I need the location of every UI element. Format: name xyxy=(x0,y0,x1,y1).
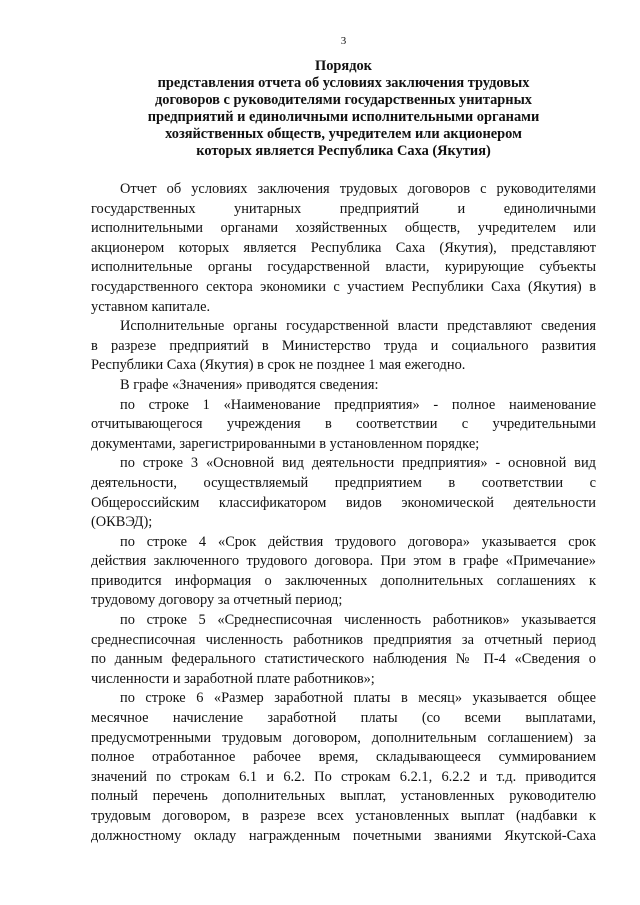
paragraph-line: исполнительные органы государственной власти, курирующие субъекты xyxy=(91,259,596,276)
heading-title: Порядок xyxy=(315,58,372,74)
paragraph-line: среднесписочная численность работников предприятия за отчетный период xyxy=(91,631,596,648)
paragraph-line: исполнительными органами хозяйственных обществ, учредителем или xyxy=(91,220,596,237)
paragraph-line: должностному окладу награжденным почетными званиями Якутской-Саха xyxy=(91,827,596,844)
paragraph xyxy=(91,611,596,689)
document-body xyxy=(91,180,596,846)
paragraph-line: по строке 6 «Размер заработной платы в месяц» указывается общее xyxy=(120,690,596,707)
page-number: 3 xyxy=(340,35,347,47)
paragraph-line: по строке 3 «Основной вид деятельности предприятия» - основной вид xyxy=(120,455,596,472)
paragraph-line: акционером которых является Республика Саха (Якутия), представляют xyxy=(91,239,596,256)
paragraph-line: в разрезе предприятий в Министерство труда и социального развития xyxy=(91,337,596,354)
heading-line-5: которых является Республика Саха (Якутия) xyxy=(196,143,491,159)
heading-line-2: договоров с руководителями государственных унитарных xyxy=(154,92,533,108)
paragraph-line: государственных унитарных предприятий и единоличными xyxy=(91,200,596,217)
paragraph xyxy=(91,454,596,532)
document-heading xyxy=(91,58,596,160)
paragraph-line: документами, зарегистрированными в установленном порядке; xyxy=(91,435,480,452)
paragraph-line: значений по строкам 6.1 и 6.2. По строкам 6.2.1, 6.2.2 и т.д. приводится xyxy=(91,768,596,785)
paragraph-line: В графе «Значения» приводятся сведения: xyxy=(120,376,379,393)
paragraph xyxy=(91,180,596,317)
paragraph-line: Исполнительные органы государственной власти представляют сведения xyxy=(120,318,596,335)
paragraph-line: численности и заработной плате работников»; xyxy=(91,670,375,687)
paragraph-line: полный перечень дополнительных выплат, установленных руководителю xyxy=(91,788,596,805)
paragraph-line: по данным федерального статистического наблюдения № П-4 «Сведения о xyxy=(91,651,596,668)
paragraph-line: Республики Саха (Якутия) в срок не позднее 1 мая ежегодно. xyxy=(91,357,466,374)
heading-line-3: предприятий и единоличными исполнительными органами xyxy=(147,109,540,125)
paragraph-line: трудовым договором, в разрезе всех установленных выплат (надбавки к xyxy=(91,808,596,824)
document-page xyxy=(91,34,596,846)
paragraph-line: приводится информация о заключенных дополнительных соглашениях к xyxy=(91,572,596,589)
paragraph-line: полное отработанное рабочее время, складывающееся суммированием xyxy=(91,749,596,766)
paragraph-line: Отчет об условиях заключения трудовых договоров с руководителями xyxy=(120,181,596,197)
paragraph-line: по строке 5 «Среднесписочная численность работников» указывается xyxy=(120,612,596,629)
paragraph-line: по строке 4 «Срок действия трудового договора» указывается срок xyxy=(120,533,596,550)
paragraph-line: государственного сектора экономики с участием Республики Саха (Якутия) в xyxy=(91,278,596,295)
paragraph-line: деятельности, осуществляемый предприятием в соответствии с xyxy=(91,474,596,491)
paragraph-line: уставном капитале. xyxy=(91,298,211,315)
paragraph-line: (ОКВЭД); xyxy=(91,514,153,531)
paragraph-line: действия заключенного трудового договора. При этом в графе «Примечание» xyxy=(91,553,596,570)
heading-line-1: представления отчета об условиях заключения трудовых xyxy=(157,75,530,91)
paragraph xyxy=(91,689,596,846)
paragraph-line: месячное начисление заработной платы (со всеми выплатами, xyxy=(91,710,596,727)
paragraph-line: трудовому договору за отчетный период; xyxy=(91,592,343,609)
heading-line-4: хозяйственных обществ, учредителем или акционером xyxy=(165,126,522,142)
paragraph-line: отчитывающегося учреждения в соответствии с учредительными xyxy=(91,416,596,433)
paragraph-line: Общероссийским классификатором видов экономической деятельности xyxy=(91,494,596,511)
paragraph-line: по строке 1 «Наименование предприятия» - полное наименование xyxy=(120,396,596,413)
paragraph xyxy=(91,317,596,376)
paragraph-line: предусмотренными трудовым договором, дополнительным соглашением) за xyxy=(91,729,596,746)
paragraph xyxy=(91,376,596,396)
paragraph xyxy=(91,396,596,455)
paragraph xyxy=(91,533,596,611)
